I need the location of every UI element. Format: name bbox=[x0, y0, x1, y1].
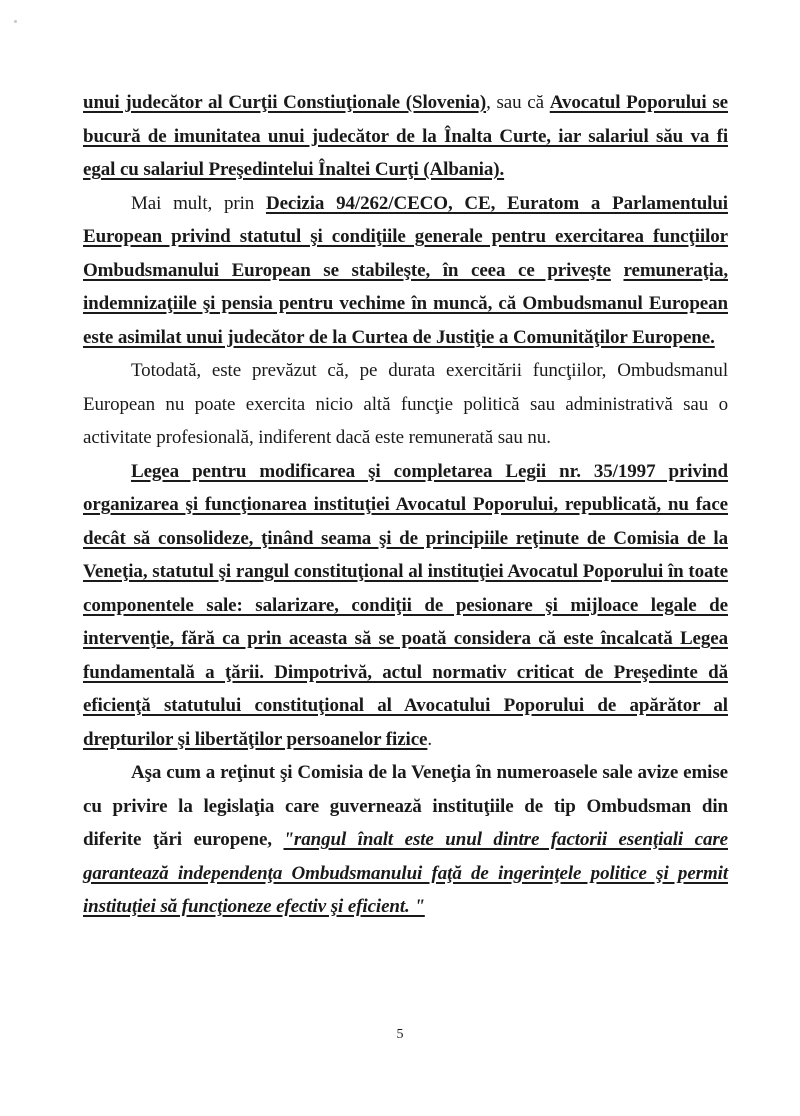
text-run: unui judecător al Curţii Constiuţionale (Slovenia) bbox=[83, 92, 487, 113]
text-run: Avocatul Poporului se bucură de imunitatea unui judecător de la Înalta Curte, iar salariul său va fi egal cu salariul Preşedintelui Înaltei Curţi (Albania). bbox=[83, 92, 728, 180]
text-run: Legea pentru modificarea şi completarea Legii nr. 35/1997 privind organizarea şi funcţionarea instituţiei Avocatul Poporului, republicată, nu face decât să consolideze, ţinând seama şi de principiile reţinute de Comisia de la Veneţia, statutul şi rangul constituţional al instituţiei Avocatul Poporului în toate componentele sale: salarizare, condiţii de pesionare şi mijloace legale de intervenţie, fără ca prin aceasta să se poată considera că este încalcată Legea fundamentală a ţării. Dimpotrivă, actul normativ criticat de Preşedinte dă eficienţă statutului constituţional al Avocatului Poporului de apărător al drepturilor şi libertăţilor persoanelor fizice bbox=[83, 460, 728, 750]
text-run: remuneraţia, indemnizaţiile şi pensia pentru vechime în muncă, că Ombudsmanul European este asimilat unui judecător de la Curtea de Justiţie a Comunităţilor Europene. bbox=[83, 259, 729, 348]
text-run: , sau că bbox=[486, 92, 550, 113]
text-run: Totodată, este prevăzut că, pe durata exercitării funcţiilor, Ombudsmanul European nu poate exercita nicio altă funcţie politică sau administrativă sau o activitate profesională, indiferent dacă este remunerată sau nu. bbox=[83, 360, 728, 448]
page-number: 5 bbox=[396, 1027, 404, 1042]
paragraph-continuation bbox=[83, 86, 728, 187]
text-run: . bbox=[427, 728, 433, 750]
text-run: Aşa cum a reţinut şi Comisia de la Veneţia în numeroasele sale avize emise cu privire la legislaţia care guvernează instituţiile de tip Ombudsman din diferite ţări europene, bbox=[83, 762, 728, 850]
body-text bbox=[83, 86, 728, 924]
text-run: Mai mult, prin bbox=[131, 192, 266, 214]
text-run bbox=[611, 260, 624, 281]
text-run: Decizia 94/262/CECO, CE, Euratom a Parlamentului European privind statutul şi condiţiile generale pentru exercitarea funcţiilor Ombudsmanului European se stabileşte, în ceea ce priveşte bbox=[83, 192, 728, 281]
paragraph-totodata bbox=[83, 354, 728, 455]
paragraph-legea bbox=[83, 455, 728, 757]
scan-speck bbox=[14, 20, 17, 23]
text-run: "rangul înalt este unul dintre factorii esenţiali care garantează independenţa Ombudsmanului faţă de ingerinţele politice şi permit instituţiei să funcţioneze efectiv şi eficient. " bbox=[83, 829, 728, 917]
paragraph-comisia bbox=[83, 756, 728, 924]
paragraph-decizia bbox=[83, 187, 728, 355]
